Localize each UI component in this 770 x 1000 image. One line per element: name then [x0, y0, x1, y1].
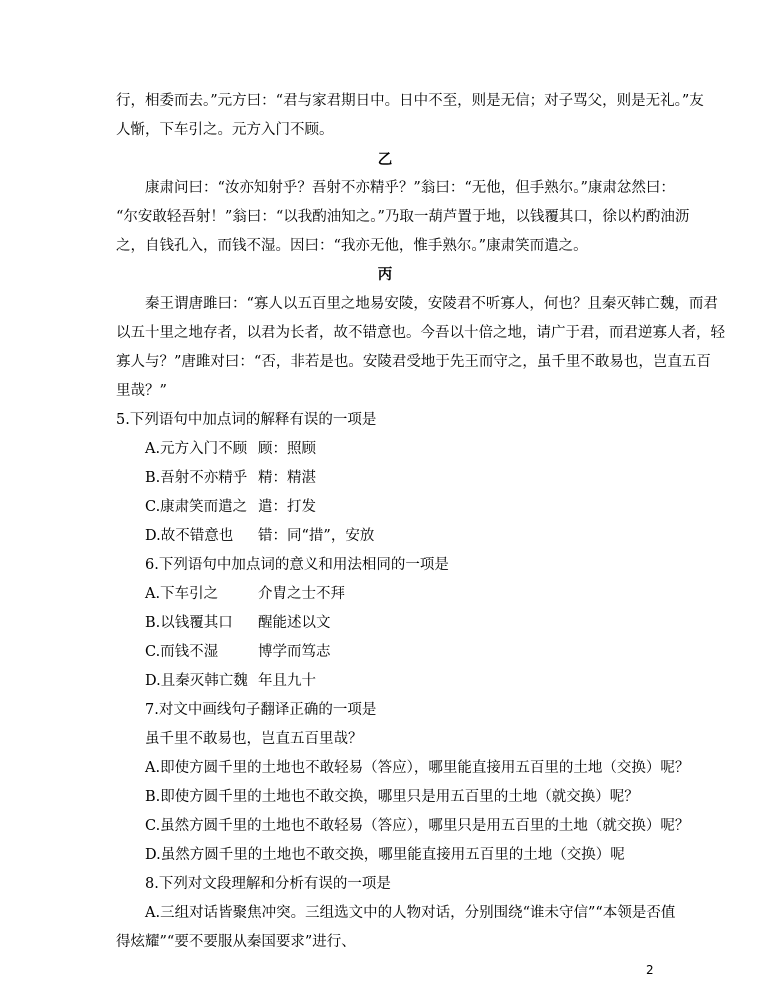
passage-bing-line-3: 寡人与？”唐雎对曰：“否，非若是也。安陵君受地于先王而守之，虽千里不敢易也，岂直五百 — [116, 354, 711, 370]
q6-option-c-right: 博学而笃志 — [258, 644, 331, 660]
q6-option-c-left: C.而钱不湿 — [145, 644, 219, 660]
passage-bing-line-2: 以五十里之地存者，以君为长者，故不错意也。今吾以十倍之地，请广于君，而君逆寡人者，轻 — [116, 325, 725, 341]
section-heading-yi: 乙 — [377, 151, 393, 168]
q5-option-c-right: 遣：打发 — [258, 499, 316, 515]
q7-option-a: A.即使方圆千里的土地也不敢轻易（答应），哪里能直接用五百里的土地（交换）呢？ — [145, 760, 690, 776]
q6-option-d-right: 年且九十 — [258, 673, 316, 689]
q5-option-b-left: B.吾射不亦精乎 — [145, 470, 248, 486]
q6-option-b-right: 醒能述以文 — [258, 615, 331, 631]
passage-jia-line-1: 行，相委而去。”元方曰：“君与家君期日中。日中不至，则是无信；对子骂父，则是无礼。”友 — [116, 93, 704, 109]
question-8-stem: 8.下列对文段理解和分析有误的一项是 — [145, 876, 391, 892]
passage-yi-line-2: “尔安敢轻吾射！”翁曰：“以我酌油知之。”乃取一葫芦置于地，以钱覆其口，徐以杓酌油沥 — [116, 209, 690, 225]
question-5-stem: 5.下列语句中加点词的解释有误的一项是 — [116, 412, 377, 428]
q5-option-c-left: C.康肃笑而遣之 — [145, 499, 248, 515]
q6-option-b-left: B.以钱覆其口 — [145, 615, 233, 631]
q6-option-a-right: 介胄之士不拜 — [258, 586, 345, 602]
question-7-sentence: 虽千里不敢易也，岂直五百里哉？ — [145, 731, 363, 747]
q8-option-a-line-2: 得炫耀”“要不要服从秦国要求”进行、 — [116, 934, 356, 950]
q8-option-a-line-1: A.三组对话皆聚焦冲突。三组选文中的人物对话，分别围绕“谁未守信”“本领是否值 — [145, 905, 676, 921]
q5-option-b-right: 精：精湛 — [258, 470, 316, 486]
passage-yi-line-3: 之，自钱孔入，而钱不湿。因曰：“我亦无他，惟手熟尔。”康肃笑而遣之。 — [116, 238, 588, 254]
q5-option-d-left: D.故不错意也 — [145, 528, 234, 544]
q7-option-d: D.虽然方圆千里的土地也不敢交换，哪里能直接用五百里的土地（交换）呢 — [145, 847, 625, 863]
q5-option-a-left: A.元方入门不顾 — [145, 441, 248, 457]
question-6-stem: 6.下列语句中加点词的意义和用法相同的一项是 — [145, 557, 449, 573]
page-number: 2 — [646, 963, 654, 977]
q6-option-d-left: D.且秦灭韩亡魏 — [145, 673, 248, 689]
section-heading-bing: 丙 — [377, 266, 393, 283]
q7-option-b: B.即使方圆千里的土地也不敢交换，哪里只是用五百里的土地（就交换）呢？ — [145, 789, 639, 805]
question-7-stem: 7.对文中画线句子翻译正确的一项是 — [145, 702, 377, 718]
q6-option-a-left: A.下车引之 — [145, 586, 219, 602]
q7-option-c: C.虽然方圆千里的土地也不敢轻易（答应），哪里只是用五百里的土地（就交换）呢？ — [145, 818, 690, 834]
passage-yi-line-1: 康肃问曰：“汝亦知射乎？吾射不亦精乎？”翁曰：“无他，但手熟尔。”康肃忿然曰： — [145, 180, 675, 196]
q5-option-a-right: 顾：照顾 — [258, 441, 316, 457]
passage-bing-line-4: 里哉？” — [116, 383, 167, 399]
passage-bing-line-1: 秦王谓唐雎曰：“寡人以五百里之地易安陵，安陵君不听寡人，何也？且秦灭韩亡魏，而君 — [145, 296, 718, 312]
passage-jia-line-2: 人惭，下车引之。元方入门不顾。 — [116, 122, 334, 138]
q5-option-d-right: 错：同“措”，安放 — [258, 528, 375, 544]
